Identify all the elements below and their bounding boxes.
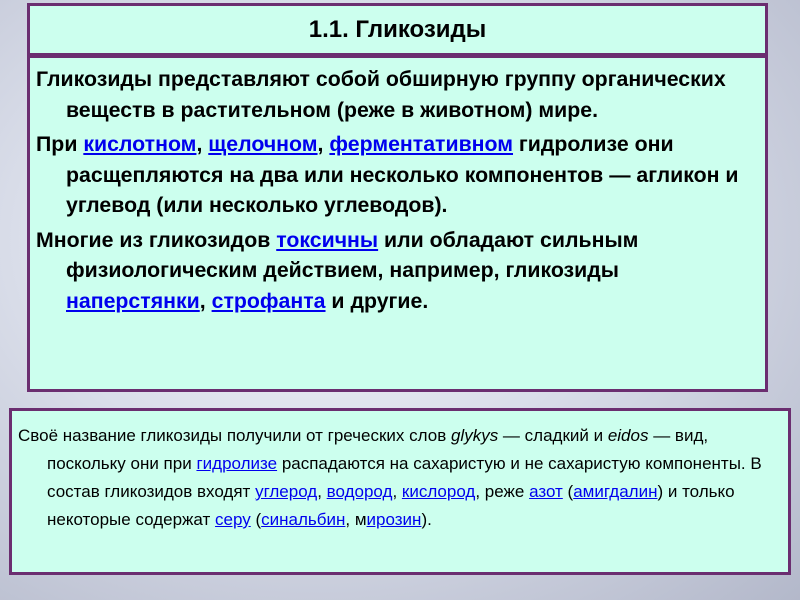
term-eidos: eidos (607, 426, 649, 445)
link-toxic[interactable]: токсичны (276, 227, 379, 252)
link-oxygen[interactable]: кислород (401, 482, 476, 501)
etymology-panel (9, 408, 791, 575)
text-fragment: , реже (475, 482, 530, 501)
link-amygdalin[interactable]: амигдалин (573, 482, 658, 501)
link-hydrolysis[interactable]: гидролизе (196, 454, 278, 473)
text-fragment: , (199, 288, 212, 313)
link-carbon[interactable]: углерод (255, 482, 318, 501)
text-fragment: и другие. (325, 288, 429, 313)
paragraph-definition-text: Гликозиды представляют собой обширную группу органических веществ в растительном (реже в животном) мире. (36, 67, 726, 122)
text-fragment: или обладают сильным физиологическим действием, например, гликозиды (66, 227, 639, 282)
text-fragment: Многие из гликозидов (36, 227, 277, 252)
text-fragment: — сладкий и (498, 426, 608, 445)
text-fragment: , (392, 482, 402, 501)
link-alkaline-hydrolysis[interactable]: щелочном (208, 132, 318, 156)
text-fragment: При (36, 132, 84, 156)
page-title: 1.1. Гликозиды (308, 15, 487, 43)
link-foxglove[interactable]: наперстянки (66, 288, 200, 313)
paragraph-definition (36, 64, 759, 125)
link-nitrogen[interactable]: азот (529, 482, 563, 501)
text-fragment: , (317, 482, 327, 501)
title-panel (27, 3, 768, 56)
link-strophanthus[interactable]: строфанта (211, 288, 326, 313)
text-fragment: ) и только некоторые содержат (47, 482, 735, 529)
link-myrosin[interactable]: ирозин (366, 510, 422, 529)
text-fragment: , м (345, 510, 367, 529)
text-fragment: , (317, 132, 330, 156)
text-fragment: — вид, поскольку они при (47, 426, 709, 473)
main-text-panel (27, 55, 768, 392)
text-fragment: распадаются на сахаристую и не сахаристую компоненты. В состав гликозидов входят (47, 454, 762, 501)
link-hydrogen[interactable]: водород (326, 482, 393, 501)
text-fragment: гидролизе они расщепляются на два или несколько компонентов — агликон и углевод (или несколько углеводов). (66, 132, 739, 217)
paragraph-hydrolysis (36, 129, 759, 221)
text-fragment: ( (562, 482, 574, 501)
text-fragment: Своё название гликозиды получили от греческих слов (18, 426, 451, 445)
link-sulfur[interactable]: серу (215, 510, 251, 529)
link-enzymatic-hydrolysis[interactable]: ферментативном (329, 132, 514, 156)
text-fragment: , (196, 132, 209, 156)
text-fragment: ( (250, 510, 262, 529)
paragraph-toxicity (36, 225, 759, 317)
text-fragment: ). (421, 510, 432, 529)
paragraph-etymology (18, 422, 782, 534)
link-acid-hydrolysis[interactable]: кислотном (83, 132, 197, 156)
term-glykys: glykys (450, 426, 499, 445)
link-sinalbin[interactable]: синальбин (261, 510, 346, 529)
